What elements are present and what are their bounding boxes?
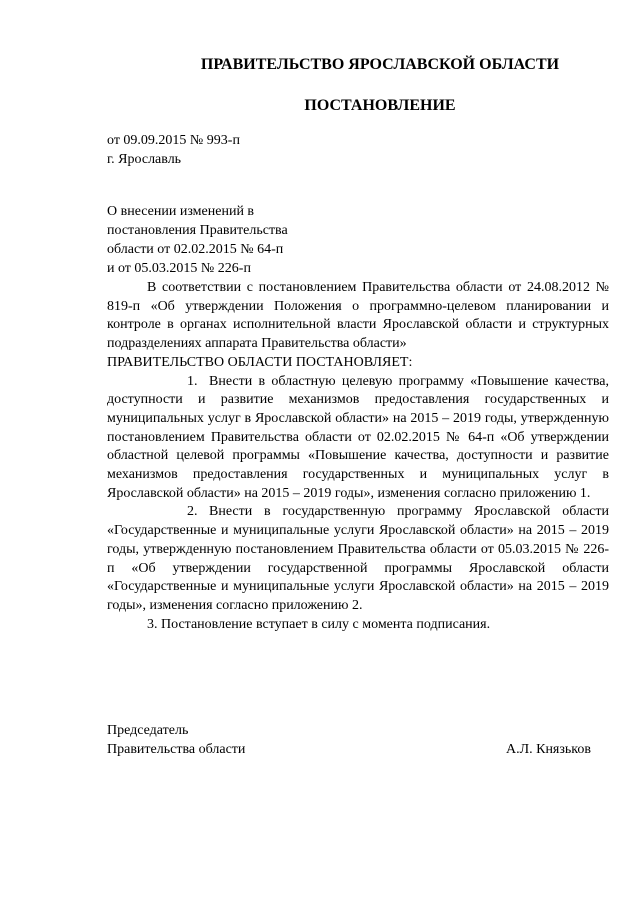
signer-name: А.Л. Князьков [506, 742, 591, 757]
item-2-number: 2. [187, 504, 198, 520]
subject-line: О внесении изменений в [107, 204, 255, 219]
item-1-number: 1. [187, 373, 198, 389]
city: г. Ярославль [107, 152, 182, 167]
document-subject [107, 202, 347, 278]
document-meta [107, 131, 240, 169]
document-type-title: ПОСТАНОВЛЕНИЕ [304, 97, 456, 114]
signature-block [107, 721, 591, 759]
item-2-text: Внести в государственную программу Ярославской области «Государственные и муниципальные услуги Ярославской области» на 2015 – 2019 годы, утвержденную постановлением Правительства области от 05.03.2015 № 226-п «Об утверждении государственной программы Ярославской области «Государственные и муниципальные услуги Ярославской области» на 2015 – 2019 годы», изменения согласно приложению 2. [107, 504, 609, 613]
government-title: ПРАВИТЕЛЬСТВО ЯРОСЛАВСКОЙ ОБЛАСТИ [200, 56, 560, 73]
item-3: 3. Постановление вступает в силу с момента подписания. [147, 616, 491, 632]
item-1-text: Внести в областную целевую программу «Повышение качества, доступности и развитие механизмов предоставления государственных и муниципальных услуг в Ярославской области» на 2015 – 2019 годы, утвержденную постановлением Правительства области от 02.02.2015 № 64-п «Об утверждении областной целевой программы «Повышение качества, доступности и развитие механизмов предоставления государственных и муниципальных услуг в Ярославской области» на 2015 – 2019 годы», изменения согласно приложению 1. [107, 373, 609, 501]
document-body [107, 279, 609, 634]
resolves-line: ПРАВИТЕЛЬСТВО ОБЛАСТИ ПОСТАНОВЛЯЕТ: [107, 354, 413, 370]
signer-position-line1: Председатель [107, 723, 189, 738]
subject-line: постановления Правительства [107, 223, 288, 238]
signature-row [107, 740, 591, 759]
subject-line: и от 05.03.2015 № 226-п [107, 261, 251, 276]
signer-position-line2: Правительства области [107, 742, 246, 757]
subject-line: области от 02.02.2015 № 64-п [107, 242, 284, 257]
date-number: от 09.09.2015 № 993-п [107, 133, 240, 148]
item-1 [107, 373, 609, 504]
item-2 [107, 503, 609, 615]
intro-paragraph: В соответствии с постановлением Правительства области от 24.08.2012 № 819-п «Об утверждении Положения о программно-целевом планировании и контроле в органах исполнительной власти Ярославской области и структурных подразделениях аппарата Правительства области» [107, 280, 609, 352]
